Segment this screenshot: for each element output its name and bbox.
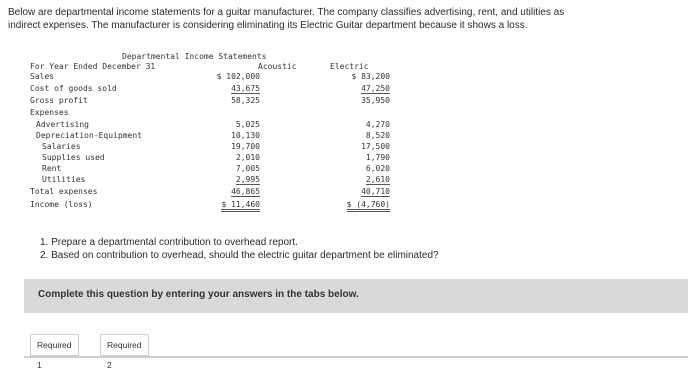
table-row (30, 120, 390, 131)
tab-panel-divider (24, 356, 688, 358)
column-header-acoustic: Acoustic (258, 62, 297, 71)
tab-required-1[interactable]: Required 1 (30, 334, 79, 356)
statement-title: Departmental Income Statements (122, 52, 267, 61)
electric-value: 2,610 (365, 175, 390, 184)
electric-value: 40,710 (361, 187, 390, 196)
table-row (30, 164, 390, 175)
column-header-electric: Electric (330, 62, 369, 71)
acoustic-value: 58,325 (231, 96, 260, 105)
table-row (30, 200, 390, 211)
acoustic-value: $ 11,460 (221, 200, 260, 212)
row-label: Cost of goods sold (30, 84, 117, 93)
row-label: Advertising (36, 120, 89, 129)
acoustic-value: 2,995 (235, 175, 260, 184)
row-label: Expenses (30, 108, 69, 117)
row-label: Sales (30, 72, 55, 81)
row-label: Salaries (42, 142, 81, 151)
table-row (30, 108, 390, 119)
question-2: 2. Based on contribution to overhead, should the electric guitar department be eliminated? (40, 250, 439, 261)
row-label: Depreciation-Equipment (36, 131, 142, 140)
electric-value: 4,270 (365, 120, 390, 129)
intro-line-2: indirect expenses. The manufacturer is considering eliminating its Electric Guitar department because it shows a loss. (8, 20, 528, 31)
table-row (30, 175, 390, 186)
acoustic-value: 2,010 (235, 153, 260, 162)
acoustic-value: 10,130 (231, 131, 260, 140)
electric-value: 8,520 (365, 131, 390, 140)
acoustic-value: 7,005 (235, 164, 260, 173)
table-row (30, 153, 390, 164)
row-label: Income (loss) (30, 200, 93, 209)
problem-intro (8, 6, 693, 32)
table-row (30, 84, 390, 95)
row-label: Utilities (42, 175, 86, 184)
table-row (30, 187, 390, 198)
row-label: Rent (42, 164, 62, 173)
electric-value: $ (4,760) (347, 200, 390, 212)
electric-value: 6,020 (365, 164, 390, 173)
statement-period: For Year Ended December 31 (30, 62, 156, 71)
row-label: Gross profit (30, 96, 88, 105)
table-row (30, 96, 390, 107)
intro-line-1: Below are departmental income statements for a guitar manufacturer. The company classifies advertising, rent, and utilities as (8, 7, 565, 18)
acoustic-value: 46,865 (231, 187, 260, 196)
tab-required-2[interactable]: Required 2 (100, 334, 149, 356)
row-label: Supplies used (42, 153, 105, 162)
question-list (40, 236, 439, 262)
electric-value: 17,500 (361, 142, 390, 151)
electric-value: $ 83,200 (351, 72, 390, 81)
table-row (30, 72, 390, 83)
acoustic-value: 19,700 (231, 142, 260, 151)
instruction-text: Complete this question by entering your answers in the tabs below. (38, 289, 359, 300)
table-row (30, 142, 390, 153)
table-row (30, 131, 390, 142)
electric-value: 47,250 (361, 84, 390, 93)
electric-value: 1,790 (365, 153, 390, 162)
acoustic-value: 5,025 (235, 120, 260, 129)
electric-value: 35,950 (361, 96, 390, 105)
row-label: Total expenses (30, 187, 98, 196)
question-1: 1. Prepare a departmental contribution to overhead report. (40, 237, 298, 248)
instruction-banner (24, 279, 688, 313)
acoustic-value: $ 102,000 (216, 72, 260, 81)
acoustic-value: 43,675 (231, 84, 260, 93)
